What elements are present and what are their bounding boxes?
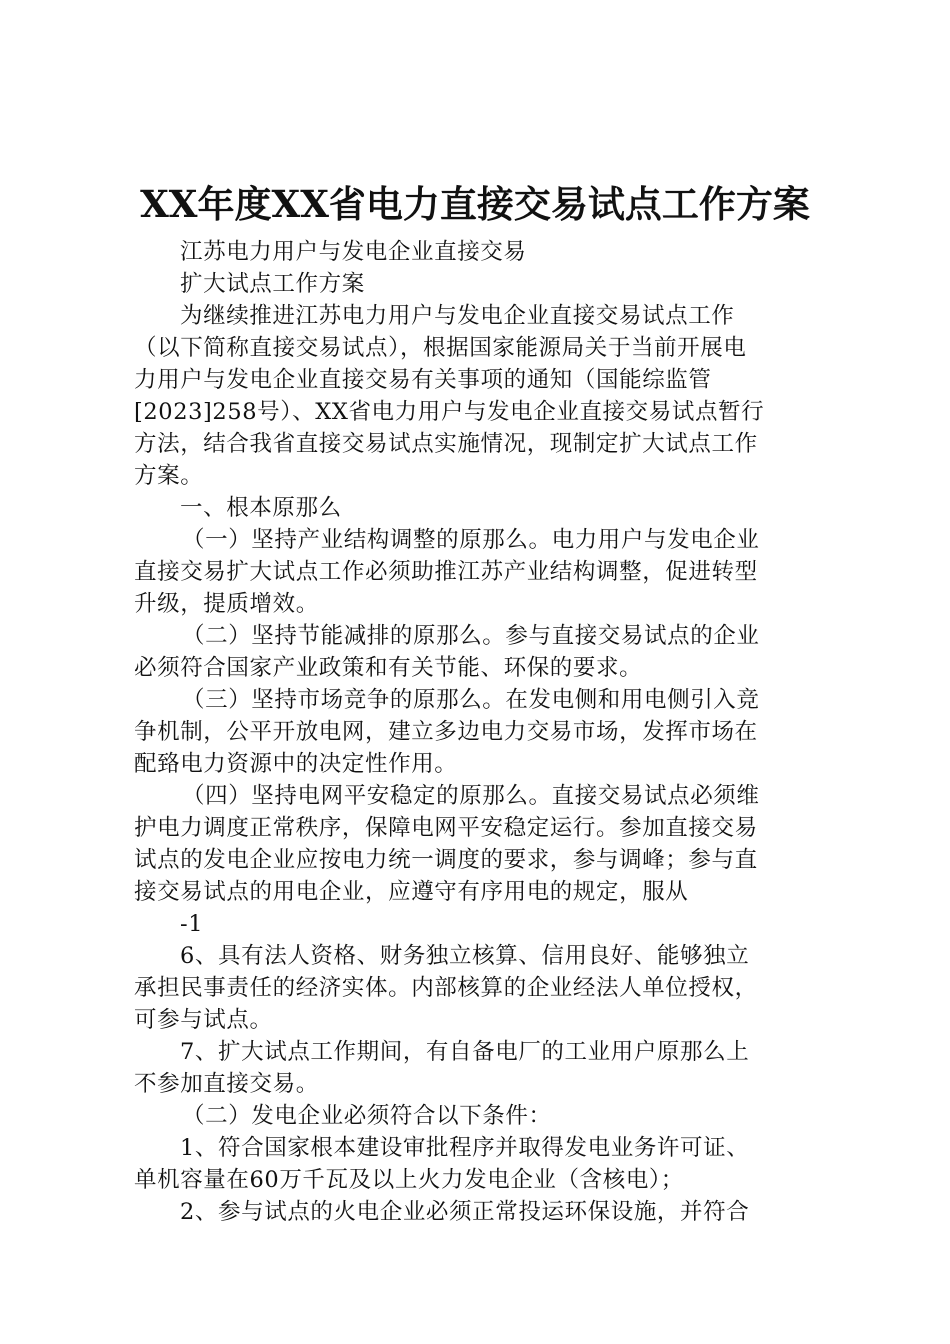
paragraph-line: 方案。 — [134, 463, 204, 489]
paragraph-line: 护电力调度正常秩序，保障电网平安稳定运行。参加直接交易 — [134, 815, 758, 841]
paragraph-line: （以下简称直接交易试点），根据国家能源局关于当前开展电 — [134, 335, 747, 361]
paragraph-line: 试点的发电企业应按电力统一调度的要求，参与调峰；参与直 — [134, 847, 758, 873]
subtitle-line: 扩大试点工作方案 — [180, 271, 365, 297]
paragraph-line: 6、具有法人资格、财务独立核算、信用良好、能够独立 — [180, 943, 750, 969]
paragraph-line: （一）坚持产业结构调整的原那么。电力用户与发电企业 — [182, 527, 760, 553]
page-number: -1 — [180, 911, 204, 937]
paragraph-line: 7、扩大试点工作期间，有自备电厂的工业用户原那么上 — [180, 1039, 750, 1065]
paragraph-line: 2、参与试点的火电企业必须正常投运环保设施，并符合 — [180, 1199, 750, 1225]
paragraph-line: 1、符合国家根本建设审批程序并取得发电业务许可证、 — [180, 1135, 750, 1161]
subtitle-line: 江苏电力用户与发电企业直接交易 — [180, 239, 527, 265]
section-heading: 一、根本原那么 — [180, 495, 342, 521]
paragraph-line: 不参加直接交易。 — [134, 1071, 319, 1097]
paragraph-line: 力用户与发电企业直接交易有关事项的通知（国能综监管 — [134, 367, 712, 393]
paragraph-line: 为继续推进江苏电力用户与发电企业直接交易试点工作 — [180, 303, 735, 329]
paragraph-line: （二）坚持节能减排的原那么。参与直接交易试点的企业 — [182, 623, 760, 649]
paragraph-line: （三）坚持市场竞争的原那么。在发电侧和用电侧引入竞 — [182, 687, 760, 713]
document-title: XX年度XX省电力直接交易试点工作方案 — [140, 182, 810, 226]
section-heading: （二）发电企业必须符合以下条件： — [182, 1103, 552, 1129]
paragraph-line: 可参与试点。 — [134, 1007, 273, 1033]
paragraph-line: 方法，结合我省直接交易试点实施情况，现制定扩大试点工作 — [134, 431, 758, 457]
paragraph-line: 必须符合国家产业政策和有关节能、环保的要求。 — [134, 655, 643, 681]
paragraph-line: 接交易试点的用电企业，应遵守有序用电的规定，服从 — [134, 879, 689, 905]
document-body — [134, 236, 824, 1228]
paragraph-line: 配臵电力资源中的决定性作用。 — [134, 751, 458, 777]
paragraph-line: 承担民事责任的经济实体。内部核算的企业经法人单位授权， — [134, 975, 758, 1001]
paragraph-line: （四）坚持电网平安稳定的原那么。直接交易试点必须维 — [182, 783, 760, 809]
paragraph-line: 单机容量在60万千瓦及以上火力发电企业（含核电）； — [134, 1167, 684, 1193]
paragraph-line: [2023]258号）、XX省电力用户与发电企业直接交易试点暂行 — [134, 399, 765, 425]
paragraph-line: 直接交易扩大试点工作必须助推江苏产业结构调整，促进转型 — [134, 559, 758, 585]
paragraph-line: 升级，提质增效。 — [134, 591, 319, 617]
paragraph-line: 争机制，公平开放电网，建立多边电力交易市场，发挥市场在 — [134, 719, 758, 745]
